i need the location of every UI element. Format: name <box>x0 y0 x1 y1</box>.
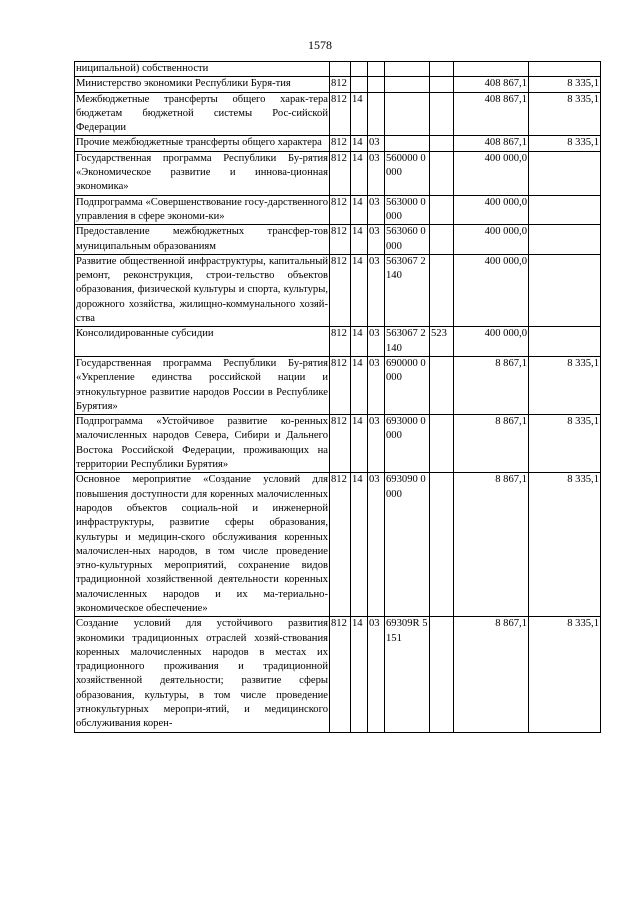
expense-type-cell <box>430 225 454 255</box>
target-article-cell <box>385 62 430 77</box>
subsection-code-cell: 03 <box>368 356 385 414</box>
expense-type-cell <box>430 92 454 136</box>
expense-type-cell <box>430 77 454 92</box>
budget-table <box>74 61 601 733</box>
target-article-cell: 69309R 5151 <box>385 617 430 732</box>
amount-cell: 8 867,1 <box>454 617 529 732</box>
amount-cell: 400 000,0 <box>454 195 529 225</box>
amount-cell: 408 867,1 <box>454 77 529 92</box>
grbs-code-cell: 812 <box>330 225 351 255</box>
target-article-cell: 690000 0000 <box>385 356 430 414</box>
subsection-code-cell <box>368 92 385 136</box>
federal-amount-cell <box>529 195 601 225</box>
target-article-cell: 560000 0000 <box>385 151 430 195</box>
target-article-cell <box>385 77 430 92</box>
amount-cell: 8 867,1 <box>454 356 529 414</box>
amount-cell: 408 867,1 <box>454 136 529 151</box>
row-name-cell: Развитие общественной инфраструктуры, капитальный ремонт, реконструкция, строи-тельство объектов образования, физической культуры и спорта, культуры, дорожного хозяйства, жилищно-коммунального хозяй-ства <box>75 254 330 326</box>
table-row <box>75 473 601 617</box>
expense-type-cell: 523 <box>430 327 454 357</box>
target-article-cell: 563067 2140 <box>385 254 430 326</box>
table-row <box>75 136 601 151</box>
subsection-code-cell: 03 <box>368 225 385 255</box>
section-code-cell: 14 <box>351 254 368 326</box>
subsection-code-cell: 03 <box>368 151 385 195</box>
target-article-cell <box>385 92 430 136</box>
subsection-code-cell: 03 <box>368 254 385 326</box>
federal-amount-cell: 8 335,1 <box>529 77 601 92</box>
section-code-cell: 14 <box>351 473 368 617</box>
grbs-code-cell: 812 <box>330 617 351 732</box>
target-article-cell: 563060 0000 <box>385 225 430 255</box>
amount-cell: 400 000,0 <box>454 151 529 195</box>
table-row <box>75 62 601 77</box>
amount-cell: 400 000,0 <box>454 225 529 255</box>
target-article-cell: 563067 2140 <box>385 327 430 357</box>
section-code-cell: 14 <box>351 151 368 195</box>
table-row <box>75 617 601 732</box>
grbs-code-cell: 812 <box>330 327 351 357</box>
expense-type-cell <box>430 254 454 326</box>
section-code-cell: 14 <box>351 225 368 255</box>
row-name-cell: Подпрограмма «Устойчивое развитие ко-ренных малочисленных народов Севера, Сибири и Дальнего Востока Российской Федерации, проживающих на территории Республики Бурятия» <box>75 415 330 473</box>
table-body <box>75 62 601 733</box>
target-article-cell <box>385 136 430 151</box>
federal-amount-cell: 8 335,1 <box>529 617 601 732</box>
grbs-code-cell: 812 <box>330 92 351 136</box>
row-name-cell: Подпрограмма «Совершенствование госу-дарственного управления в сфере экономи-ки» <box>75 195 330 225</box>
row-name-cell: ниципальной) собственности <box>75 62 330 77</box>
amount-cell: 400 000,0 <box>454 254 529 326</box>
federal-amount-cell: 8 335,1 <box>529 356 601 414</box>
expense-type-cell <box>430 617 454 732</box>
grbs-code-cell: 812 <box>330 473 351 617</box>
subsection-code-cell <box>368 77 385 92</box>
grbs-code-cell: 812 <box>330 195 351 225</box>
subsection-code-cell: 03 <box>368 136 385 151</box>
target-article-cell: 563000 0000 <box>385 195 430 225</box>
section-code-cell: 14 <box>351 356 368 414</box>
grbs-code-cell: 812 <box>330 415 351 473</box>
federal-amount-cell: 8 335,1 <box>529 136 601 151</box>
amount-cell <box>454 62 529 77</box>
subsection-code-cell <box>368 62 385 77</box>
row-name-cell: Основное мероприятие «Создание условий для повышения доступности для коренных малочисленных народов объектов социаль-ной и инженерной инфраструктуры, развитие сферы образования, культуры и медицин-ского обслуживания коренных малочислен-ных народов, в том числе проведение этно-культурных мероприятий, сохранение видов традиционной хозяйственной деятельности коренных малочисленных народов и их ма-териально-экономическое обеспечение» <box>75 473 330 617</box>
grbs-code-cell: 812 <box>330 151 351 195</box>
section-code-cell <box>351 62 368 77</box>
subsection-code-cell: 03 <box>368 415 385 473</box>
grbs-code-cell: 812 <box>330 77 351 92</box>
amount-cell: 8 867,1 <box>454 415 529 473</box>
grbs-code-cell: 812 <box>330 254 351 326</box>
expense-type-cell <box>430 473 454 617</box>
section-code-cell: 14 <box>351 327 368 357</box>
expense-type-cell <box>430 195 454 225</box>
row-name-cell: Межбюджетные трансферты общего харак-тера бюджетам бюджетной системы Рос-сийской Федерации <box>75 92 330 136</box>
amount-cell: 400 000,0 <box>454 327 529 357</box>
amount-cell: 408 867,1 <box>454 92 529 136</box>
section-code-cell: 14 <box>351 617 368 732</box>
table-row <box>75 225 601 255</box>
grbs-code-cell: 812 <box>330 356 351 414</box>
subsection-code-cell: 03 <box>368 473 385 617</box>
row-name-cell: Министерство экономики Республики Буря-тия <box>75 77 330 92</box>
section-code-cell: 14 <box>351 195 368 225</box>
row-name-cell: Создание условий для устойчивого развития экономики традиционных отраслей хозяй-ствования коренных малочисленных народов в местах их традиционного проживания и традиционной хозяйственной деятельности; развитие сферы образования, культуры, в том числе проведение этнокультурных меропри-ятий, и медицинского обслуживания корен- <box>75 617 330 732</box>
table-row <box>75 327 601 357</box>
section-code-cell: 14 <box>351 415 368 473</box>
section-code-cell <box>351 77 368 92</box>
subsection-code-cell: 03 <box>368 327 385 357</box>
row-name-cell: Государственная программа Республики Бу-рятия «Укрепление единства российской нации и этнокультурное развитие народов России в Республике Бурятия» <box>75 356 330 414</box>
federal-amount-cell: 8 335,1 <box>529 473 601 617</box>
table-row <box>75 195 601 225</box>
expense-type-cell <box>430 136 454 151</box>
table-row <box>75 151 601 195</box>
federal-amount-cell: 8 335,1 <box>529 92 601 136</box>
subsection-code-cell: 03 <box>368 195 385 225</box>
expense-type-cell <box>430 356 454 414</box>
expense-type-cell <box>430 151 454 195</box>
expense-type-cell <box>430 415 454 473</box>
target-article-cell: 693000 0000 <box>385 415 430 473</box>
row-name-cell: Прочие межбюджетные трансферты общего характера <box>75 136 330 151</box>
grbs-code-cell <box>330 62 351 77</box>
amount-cell: 8 867,1 <box>454 473 529 617</box>
table-row <box>75 77 601 92</box>
table-row <box>75 415 601 473</box>
federal-amount-cell <box>529 327 601 357</box>
federal-amount-cell <box>529 62 601 77</box>
target-article-cell: 693090 0000 <box>385 473 430 617</box>
federal-amount-cell <box>529 151 601 195</box>
table-row <box>75 254 601 326</box>
grbs-code-cell: 812 <box>330 136 351 151</box>
row-name-cell: Консолидированные субсидии <box>75 327 330 357</box>
table-row <box>75 92 601 136</box>
row-name-cell: Государственная программа Республики Бу-рятия «Экономическое развитие и иннова-ционная экономика» <box>75 151 330 195</box>
page-number: 1578 <box>308 38 332 52</box>
table-row <box>75 356 601 414</box>
section-code-cell: 14 <box>351 92 368 136</box>
federal-amount-cell <box>529 254 601 326</box>
section-code-cell: 14 <box>351 136 368 151</box>
expense-type-cell <box>430 62 454 77</box>
federal-amount-cell <box>529 225 601 255</box>
subsection-code-cell: 03 <box>368 617 385 732</box>
federal-amount-cell: 8 335,1 <box>529 415 601 473</box>
row-name-cell: Предоставление межбюджетных трансфер-тов муниципальным образованиям <box>75 225 330 255</box>
